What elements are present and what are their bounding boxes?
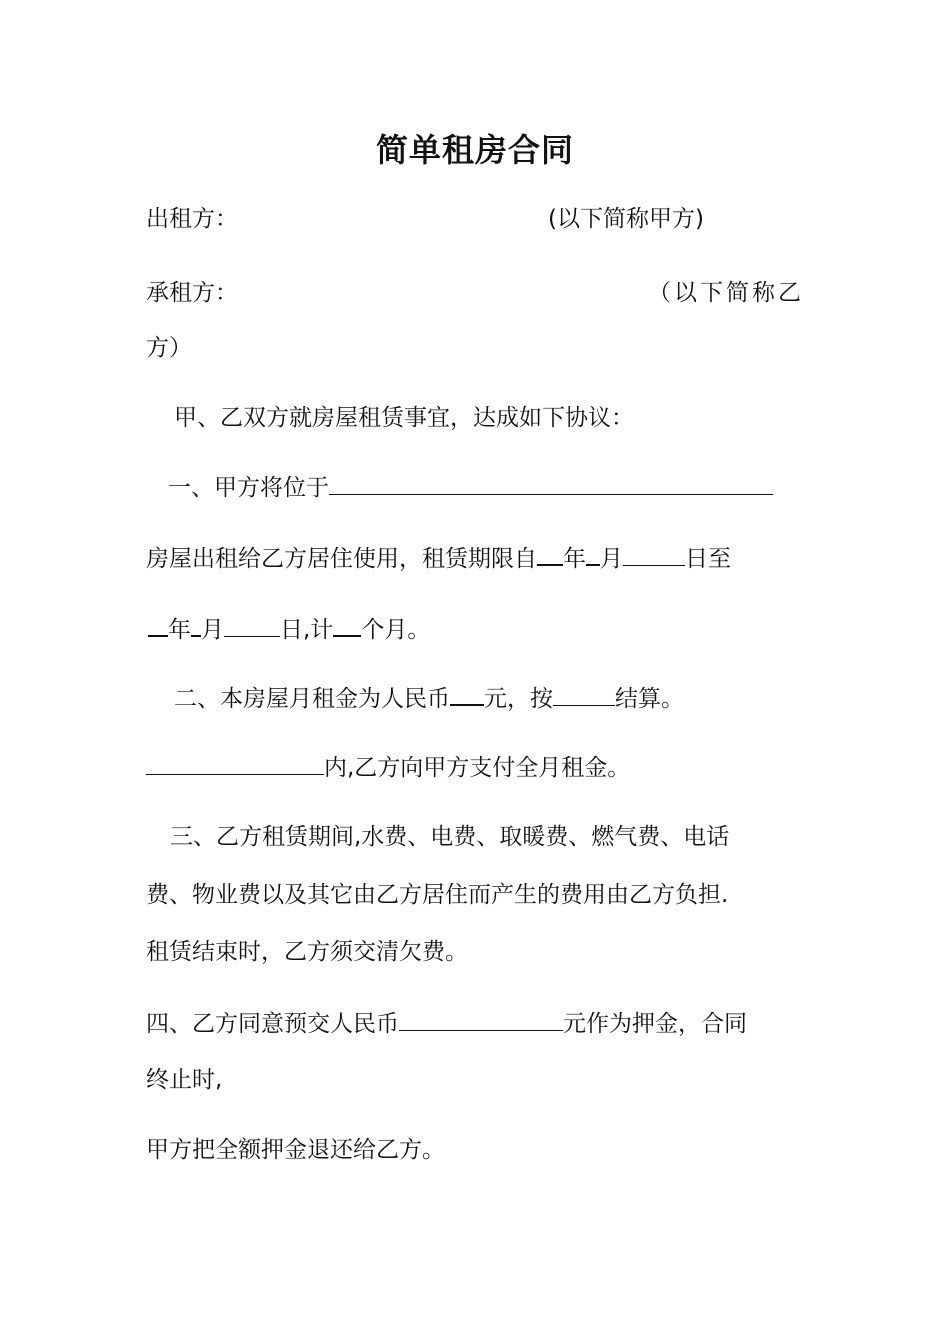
document-title: 简单租房合同 xyxy=(375,131,574,169)
address-blank[interactable] xyxy=(329,472,773,495)
lessee-suffix: （以下简称乙 xyxy=(648,280,804,306)
clause-2-line-1 xyxy=(174,682,684,714)
start-year-blank[interactable] xyxy=(537,542,563,566)
clause-4-line-2: 终止时, xyxy=(146,1067,223,1093)
rent-text: 二、本房屋月租金为人民币 xyxy=(174,686,450,712)
payment-text: 内,乙方向甲方支付全月租金。 xyxy=(324,755,631,781)
clause-4-line-3: 甲方把全额押金退还给乙方。 xyxy=(146,1137,445,1163)
payment-time-blank[interactable] xyxy=(146,752,324,775)
month-label: 月 xyxy=(201,617,224,643)
lessor-label: 出租方： xyxy=(146,206,238,232)
months-count-blank[interactable] xyxy=(333,613,361,637)
clause-3-line-2: 费、物业费以及其它由乙方居住而产生的费用由乙方负担. xyxy=(146,882,729,908)
lessee-suffix-continued: 方） xyxy=(146,335,192,361)
lessor-suffix: (以下简称甲方) xyxy=(548,206,704,232)
end-day-blank[interactable] xyxy=(224,614,280,637)
year-label: 年 xyxy=(563,546,586,572)
clause-3-line-1: 三、乙方租赁期间,水费、电费、取暖费、燃气费、电话 xyxy=(170,824,730,850)
day-total-label: 日,计 xyxy=(280,617,334,643)
rent-amount-blank[interactable] xyxy=(450,682,484,706)
end-year-blank[interactable] xyxy=(148,613,168,637)
lessee-label: 承租方： xyxy=(146,280,238,306)
deposit-amount-blank[interactable] xyxy=(399,1008,563,1031)
start-month-blank[interactable] xyxy=(586,542,600,566)
day-to-label: 日至 xyxy=(685,546,731,572)
start-day-blank[interactable] xyxy=(623,543,685,566)
clause-1-line-1 xyxy=(168,472,773,503)
lease-period-text: 房屋出租给乙方居住使用，租赁期限自 xyxy=(146,546,537,572)
deposit-text: 四、乙方同意预交人民币 xyxy=(146,1011,399,1037)
clause-4-line-1 xyxy=(146,1008,747,1039)
intro-paragraph: 甲、乙双方就房屋租赁事宜，达成如下协议： xyxy=(174,405,634,431)
clause-1-prefix: 一、甲方将位于 xyxy=(168,475,329,501)
year-label: 年 xyxy=(168,617,191,643)
end-month-blank[interactable] xyxy=(191,613,201,637)
settle-label: 结算。 xyxy=(615,686,684,712)
months-label: 个月。 xyxy=(361,617,431,643)
deposit-suffix: 元作为押金，合同 xyxy=(563,1011,747,1037)
clause-3-line-3: 租赁结束时，乙方须交清欠费。 xyxy=(146,939,468,965)
settlement-period-blank[interactable] xyxy=(553,683,615,706)
clause-1-line-3 xyxy=(148,613,430,645)
clause-2-line-2 xyxy=(146,752,630,783)
clause-1-line-2 xyxy=(146,542,731,574)
month-label: 月 xyxy=(600,546,623,572)
yuan-label: 元，按 xyxy=(484,686,553,712)
